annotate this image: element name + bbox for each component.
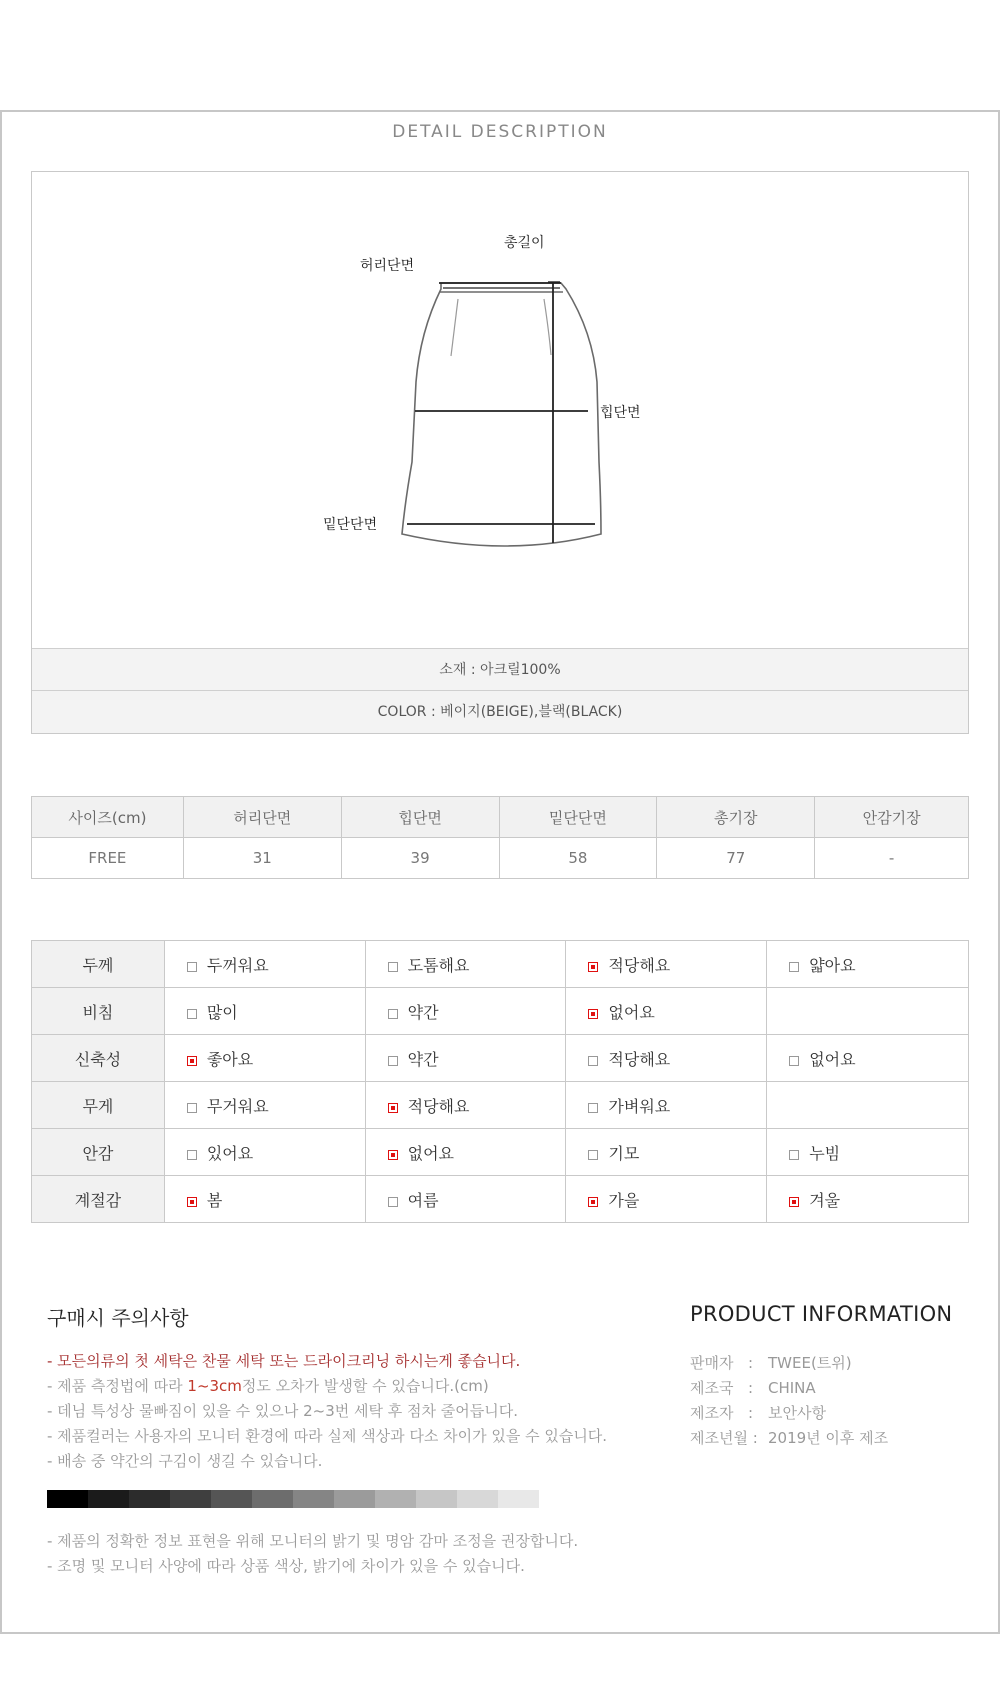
feel-option-label: 도톰해요 [407, 955, 470, 975]
feel-category: 계절감 [32, 1176, 165, 1223]
material-text: 소재 : 아크릴100% [439, 662, 561, 678]
monitor-notice-list [47, 1529, 578, 1579]
unchecked-checkbox [789, 962, 799, 972]
unchecked-checkbox [187, 1009, 197, 1019]
hem-label: 밑단단면 [323, 517, 378, 533]
notice-item [47, 1374, 607, 1399]
table-row [32, 1035, 969, 1082]
unchecked-checkbox [187, 962, 197, 972]
feel-option-label: 없어요 [407, 1143, 454, 1163]
table-row [32, 1082, 969, 1129]
feel-option-label: 가벼워요 [608, 1096, 671, 1116]
feel-option-cell [164, 941, 365, 988]
checked-checkbox [187, 1197, 197, 1207]
unchecked-checkbox [187, 1103, 197, 1113]
feel-option-label: 가을 [608, 1190, 640, 1210]
feel-option-label: 있어요 [206, 1143, 254, 1163]
product-info-row [690, 1376, 888, 1401]
feel-option-cell [767, 1176, 969, 1223]
feel-option-label: 많이 [206, 1002, 238, 1022]
notice-highlight: 1~3cm [187, 1377, 242, 1395]
feel-option-label: 여름 [407, 1190, 439, 1210]
unchecked-checkbox [588, 1150, 598, 1160]
checked-checkbox [187, 1056, 197, 1066]
product-info-title: PRODUCT INFORMATION [690, 1302, 953, 1326]
product-info-row [690, 1426, 888, 1451]
feel-option-cell [365, 1176, 566, 1223]
feel-option-label: 겨울 [809, 1190, 841, 1210]
notice-item: - 제품의 정확한 정보 표현을 위해 모니터의 밝기 및 명암 감마 조정을 권장합니다. [47, 1532, 579, 1550]
total-length-label: 총길이 [504, 235, 545, 251]
feel-option-cell [767, 988, 969, 1035]
feel-option-cell [365, 1082, 566, 1129]
table-row [32, 1176, 969, 1223]
checked-checkbox [388, 1103, 398, 1113]
size-header-cell: 총기장 [657, 797, 815, 838]
notice-list [47, 1349, 607, 1474]
product-info-key: 판매자 [690, 1354, 734, 1372]
feel-option-cell [365, 1035, 566, 1082]
feel-option-cell [164, 1082, 365, 1129]
checked-checkbox [789, 1197, 799, 1207]
feel-category: 비침 [32, 988, 165, 1035]
feel-option-cell [164, 988, 365, 1035]
table-row [32, 941, 969, 988]
color-row [32, 690, 968, 733]
product-info-value: CHINA [768, 1379, 816, 1397]
feel-option-cell [566, 1082, 767, 1129]
size-header-cell: 사이즈(cm) [32, 797, 184, 838]
feel-option-label: 적당해요 [407, 1096, 470, 1116]
feel-option-cell [566, 1035, 767, 1082]
product-info-value: 2019년 이후 제조 [768, 1429, 889, 1447]
unchecked-checkbox [789, 1056, 799, 1066]
material-row [32, 648, 968, 690]
feel-option-cell [365, 988, 566, 1035]
unchecked-checkbox [388, 962, 398, 972]
size-cell: 58 [499, 838, 657, 879]
notice-text: - 제품 측정법에 따라 [47, 1377, 188, 1395]
gray-swatch [375, 1490, 416, 1508]
gray-swatch [252, 1490, 293, 1508]
product-info-value: TWEE(트위) [768, 1354, 852, 1372]
notice-text: 정도 오차가 발생할 수 있습니다.(cm) [241, 1377, 489, 1395]
feel-option-cell [365, 941, 566, 988]
gray-swatch [334, 1490, 375, 1508]
skirt-diagram [32, 172, 968, 648]
unchecked-checkbox [789, 1150, 799, 1160]
feel-option-label: 무거워요 [206, 1096, 269, 1116]
feel-option-label: 적당해요 [608, 1049, 671, 1069]
feel-category: 신축성 [32, 1035, 165, 1082]
product-info-key: 제조자 [690, 1404, 734, 1422]
notice-title: 구매시 주의사항 [47, 1306, 189, 1330]
feel-option-label: 약간 [407, 1002, 439, 1022]
feel-option-cell [164, 1035, 365, 1082]
feel-option-cell [767, 1082, 969, 1129]
feel-option-label: 봄 [206, 1190, 223, 1210]
product-info-sep: : [748, 1354, 754, 1372]
notice-item: - 배송 중 약간의 구김이 생길 수 있습니다. [47, 1452, 323, 1470]
feel-option-cell [767, 1129, 969, 1176]
gray-swatch [170, 1490, 211, 1508]
size-cell: FREE [32, 838, 184, 879]
checked-checkbox [588, 1009, 598, 1019]
size-header-cell: 허리단면 [183, 797, 341, 838]
feel-option-label: 두꺼워요 [206, 955, 269, 975]
unchecked-checkbox [388, 1056, 398, 1066]
size-cell: - [815, 838, 969, 879]
gray-swatch [88, 1490, 129, 1508]
product-info-value: 보안사항 [768, 1404, 826, 1422]
product-info-key: 제조국 [690, 1379, 734, 1397]
size-header-cell: 밑단단면 [499, 797, 657, 838]
waist-label: 허리단면 [360, 258, 415, 274]
feel-option-label: 없어요 [608, 1002, 655, 1022]
feel-option-label: 없어요 [809, 1049, 856, 1069]
notice-item: - 모든의류의 첫 세탁은 찬물 세탁 또는 드라이크리닝 하시는게 좋습니다. [47, 1352, 521, 1370]
feel-option-cell [767, 941, 969, 988]
unchecked-checkbox [388, 1009, 398, 1019]
feel-option-label: 누빔 [809, 1143, 841, 1163]
table-row [32, 988, 969, 1035]
gray-swatch [293, 1490, 334, 1508]
notice-item: - 제품컬러는 사용자의 모니터 환경에 따라 실제 색상과 다소 차이가 있을 수 있습니다. [47, 1427, 608, 1445]
gray-swatch [47, 1490, 88, 1508]
feel-category: 무게 [32, 1082, 165, 1129]
checked-checkbox [588, 1197, 598, 1207]
feel-option-cell [566, 941, 767, 988]
size-header-cell: 안감기장 [815, 797, 969, 838]
unchecked-checkbox [187, 1150, 197, 1160]
size-header-cell: 힙단면 [341, 797, 499, 838]
unchecked-checkbox [588, 1056, 598, 1066]
checked-checkbox [588, 962, 598, 972]
feel-option-label: 약간 [407, 1049, 439, 1069]
size-table [31, 796, 969, 879]
gray-scale-bar [47, 1490, 539, 1508]
product-info-row [690, 1351, 888, 1376]
feel-option-cell [164, 1176, 365, 1223]
feel-option-cell [566, 1129, 767, 1176]
unchecked-checkbox [388, 1197, 398, 1207]
product-info-list [690, 1351, 888, 1451]
skirt-outline [402, 283, 601, 546]
size-cell: 77 [657, 838, 815, 879]
feel-category: 안감 [32, 1129, 165, 1176]
feel-option-cell [365, 1129, 566, 1176]
color-text: COLOR : 베이지(BEIGE),블랙(BLACK) [377, 704, 623, 720]
hip-label: 힙단면 [600, 405, 641, 421]
unchecked-checkbox [588, 1103, 598, 1113]
gray-swatch [498, 1490, 539, 1508]
size-diagram-box [31, 171, 969, 734]
product-info-key: 제조년월 : [690, 1429, 758, 1447]
product-info-row [690, 1401, 888, 1426]
section-title: DETAIL DESCRIPTION [392, 122, 608, 142]
notice-item: - 데님 특성상 물빠짐이 있을 수 있으나 2~3번 세탁 후 점차 줄어듭니다. [47, 1402, 519, 1420]
gray-swatch [211, 1490, 252, 1508]
feel-option-label: 좋아요 [206, 1049, 254, 1069]
fabric-feel-table [31, 940, 969, 1223]
product-info-sep: : [748, 1404, 754, 1422]
feel-option-cell [566, 988, 767, 1035]
feel-category: 두께 [32, 941, 165, 988]
gray-swatch [129, 1490, 170, 1508]
size-table-header [32, 797, 969, 838]
checked-checkbox [388, 1150, 398, 1160]
product-info-sep: : [748, 1379, 754, 1397]
feel-option-cell [767, 1035, 969, 1082]
feel-option-cell [164, 1129, 365, 1176]
feel-option-cell [566, 1176, 767, 1223]
feel-option-label: 기모 [608, 1143, 640, 1163]
table-row [32, 1129, 969, 1176]
size-cell: 39 [341, 838, 499, 879]
gray-swatch [457, 1490, 498, 1508]
size-cell: 31 [183, 838, 341, 879]
feel-option-label: 적당해요 [608, 955, 671, 975]
feel-option-label: 얇아요 [809, 955, 856, 975]
gray-swatch [416, 1490, 457, 1508]
notice-item: - 조명 및 모니터 사양에 따라 상품 색상, 밝기에 차이가 있을 수 있습니다. [47, 1557, 525, 1575]
table-row [32, 838, 969, 879]
